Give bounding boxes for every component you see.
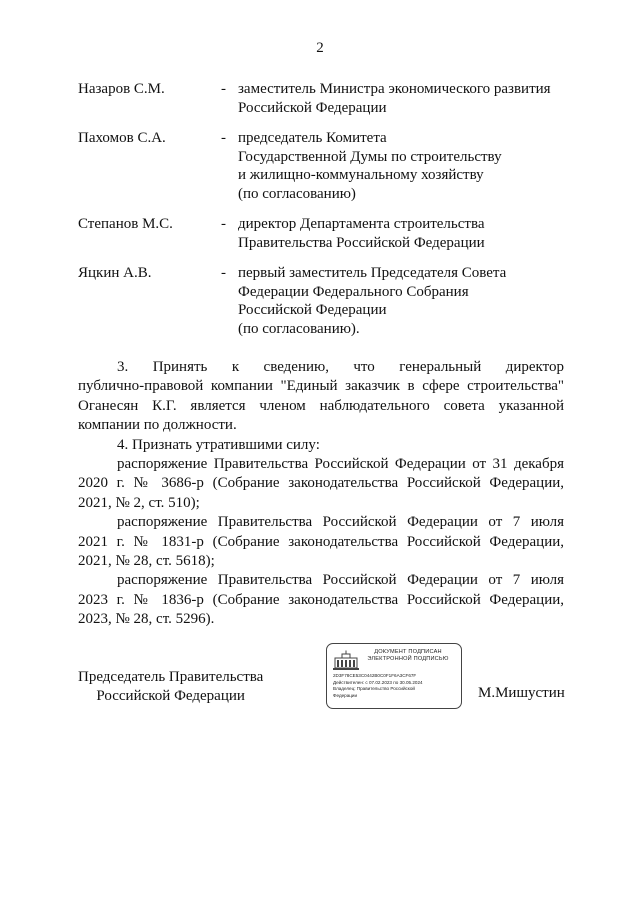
stamp-owner: Федерации (333, 692, 358, 698)
stamp-header (359, 649, 457, 663)
paragraph-3-line: публично-правовой компании "Единый заказчик в сфере строительства" (78, 378, 564, 395)
role-line: заместитель Министра экономического развития (238, 81, 551, 97)
member-role (238, 80, 578, 117)
document-body (78, 358, 564, 630)
member-role (238, 129, 578, 203)
member-dash: - (221, 265, 226, 281)
repeal-line: 2021 г. № 1831-р (Собрание законодательства Российской Федерации, (78, 533, 564, 550)
member-name: Степанов М.С. (78, 216, 173, 232)
role-line: директор Департамента строительства (238, 216, 485, 232)
paragraph-3-line: компании по должности. (78, 417, 237, 434)
member-name: Яцкин А.В. (78, 265, 152, 281)
repeal-line: 2021, № 2, ст. 510); (78, 494, 200, 511)
role-line: Правительства Российской Федерации (238, 234, 485, 251)
electronic-signature-stamp (326, 643, 462, 709)
paragraph-4: 4. Признать утратившими силу: (117, 436, 320, 453)
role-line: Федерации Федерального Собрания (238, 283, 469, 300)
member-item (78, 264, 578, 338)
role-line: первый заместитель Председателя Совета (238, 265, 507, 281)
role-line: Государственной Думы по строительству (238, 148, 502, 165)
member-dash: - (221, 216, 226, 232)
paragraph-3-line: Оганесян К.Г. является членом наблюдательного совета указанной (78, 397, 564, 414)
repeal-line: распоряжение Правительства Российской Федерации от 7 июля (117, 572, 564, 589)
stamp-validity: Действителен: с 07.02.2023 по 30.05.2024 (333, 679, 423, 685)
paragraph-3-line: 3. Принять к сведению, что генеральный директор (117, 359, 564, 375)
member-name: Назаров С.М. (78, 81, 165, 97)
member-item (78, 129, 578, 203)
member-dash: - (221, 81, 226, 97)
role-line: Российской Федерации (238, 99, 387, 116)
government-building-icon (332, 650, 360, 672)
signatory-title-line: Председатель Правительства (78, 669, 264, 685)
signatory-name: М.Мишустин (478, 685, 565, 701)
page-number: 2 (316, 40, 324, 56)
stamp-header-line: ЭЛЕКТРОННОЙ ПОДПИСЬЮ (367, 655, 449, 662)
repeal-line: 2023 г. № 1836-р (Собрание законодательства Российской Федерации, (78, 591, 564, 608)
stamp-owner: Владелец: Правительство Российской (333, 686, 415, 692)
repeal-line: 2023, № 28, ст. 5296). (78, 611, 215, 628)
role-line: (по согласованию). (238, 320, 360, 337)
role-line: и жилищно-коммунальному хозяйству (238, 167, 484, 183)
stamp-certificate: 2D3F78CE53C0442B0C0F1F6A3CF67F (333, 673, 417, 678)
stamp-header-line: ДОКУМЕНТ ПОДПИСАН (374, 649, 442, 655)
role-line: председатель Комитета (238, 130, 387, 146)
signatory-title (78, 668, 263, 705)
member-role (238, 264, 578, 338)
repeal-line: 2020 г. № 3686-р (Собрание законодательства Российской Федерации, (78, 475, 564, 492)
repeal-line: распоряжение Правительства Российской Федерации от 31 декабря (117, 456, 564, 473)
repeal-line: 2021, № 28, ст. 5618); (78, 553, 215, 570)
role-line: Российской Федерации (238, 302, 387, 318)
repeal-line: распоряжение Правительства Российской Федерации от 7 июля (117, 514, 564, 531)
role-line: (по согласованию) (238, 185, 356, 202)
member-item (78, 215, 578, 252)
member-dash: - (221, 130, 226, 146)
member-name: Пахомов С.А. (78, 130, 166, 146)
signatory-title-line: Российской Федерации (96, 687, 245, 704)
stamp-details (333, 673, 423, 699)
members-list (78, 80, 578, 338)
member-role (238, 215, 578, 252)
member-item (78, 80, 578, 117)
